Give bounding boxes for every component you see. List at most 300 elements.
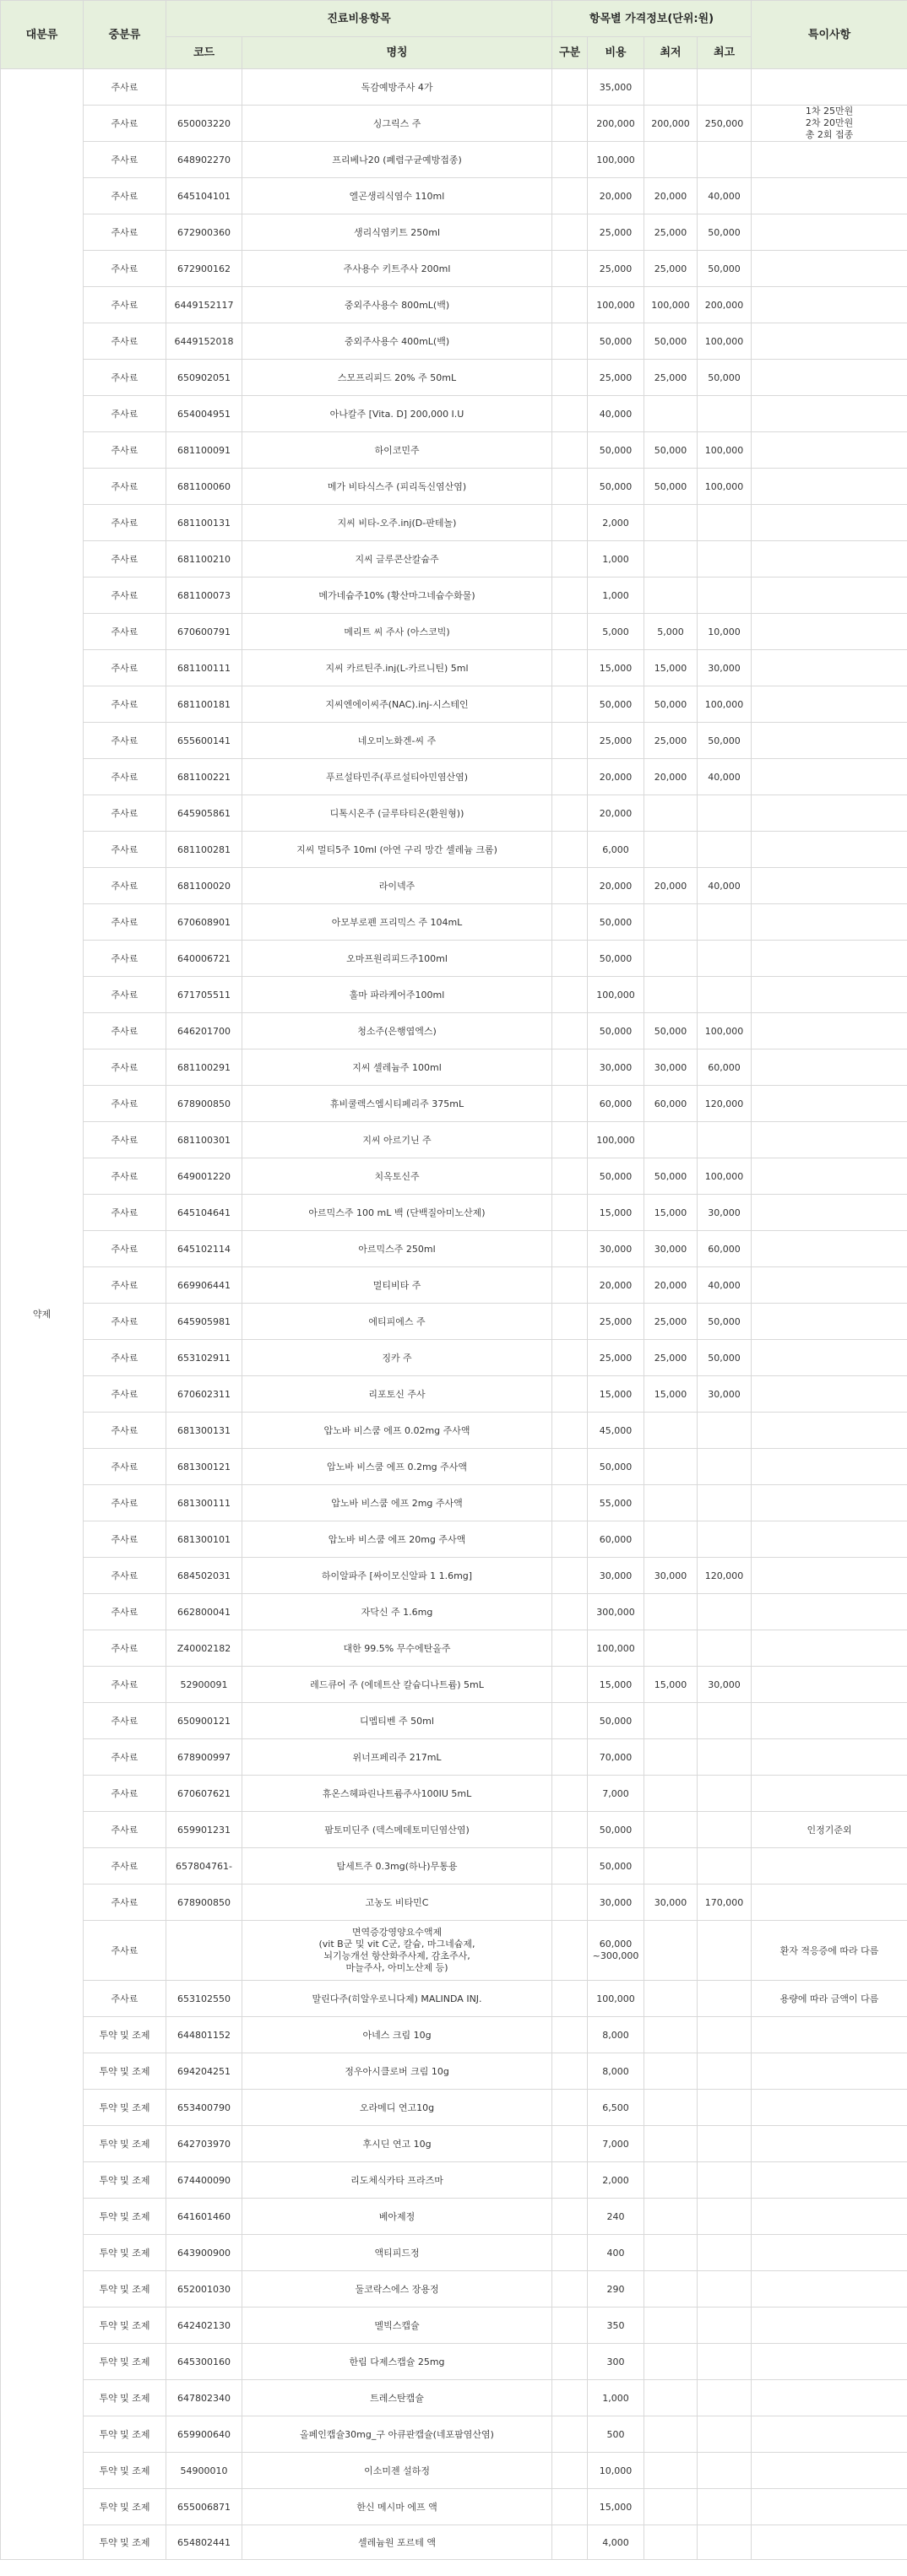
cost-cell: 60,000 ~300,000 [588,1921,644,1981]
name-cell: 아모부로펜 프리믹스 주 104mL [242,904,552,941]
type-cell [552,142,588,178]
table-row [1,396,907,432]
code-cell [166,1921,242,1981]
min-cell [644,2017,698,2053]
type-cell [552,2235,588,2271]
min-cell [644,2126,698,2162]
note-cell [752,1449,907,1485]
code-cell: 645104101 [166,178,242,214]
max-cell [698,1485,752,1521]
name-cell: 지씨 아르기닌 주 [242,1122,552,1158]
subcategory-cell: 주사료 [84,795,166,832]
name-cell: 메가 비타식스주 (피리독신염산염) [242,469,552,505]
code-cell: 646201700 [166,1013,242,1049]
code-cell: 6449152018 [166,323,242,360]
min-cell: 20,000 [644,868,698,904]
note-cell [752,1485,907,1521]
name-cell: 메리트 씨 주사 (아스코빅) [242,614,552,650]
subcategory-cell: 투약 및 조제 [84,2525,166,2560]
note-cell [752,69,907,106]
code-cell: 653102550 [166,1981,242,2017]
code-cell: 670608901 [166,904,242,941]
max-cell [698,2453,752,2489]
name-cell: 멜빅스캡슐 [242,2308,552,2344]
table-row [1,1195,907,1231]
min-cell: 50,000 [644,686,698,723]
max-cell [698,1449,752,1485]
subcategory-cell: 주사료 [84,614,166,650]
cost-cell: 10,000 [588,2453,644,2489]
name-cell: 리포토신 주사 [242,1376,552,1413]
table-row [1,1340,907,1376]
code-cell: 650003220 [166,106,242,142]
min-cell [644,578,698,614]
code-cell: 681100020 [166,868,242,904]
table-row [1,1667,907,1703]
type-cell [552,1667,588,1703]
table-row [1,941,907,977]
code-cell: 659900640 [166,2416,242,2453]
note-cell [752,614,907,650]
subcategory-cell: 투약 및 조제 [84,2344,166,2380]
name-cell: 아나칼주 [Vita. D] 200,000 I.U [242,396,552,432]
cost-cell: 30,000 [588,1049,644,1086]
max-cell: 100,000 [698,1013,752,1049]
max-cell: 40,000 [698,178,752,214]
min-cell: 50,000 [644,432,698,469]
name-cell: 지씨 글루콘산칼슘주 [242,541,552,578]
note-cell [752,1304,907,1340]
max-cell [698,1703,752,1739]
note-cell [752,1195,907,1231]
cost-cell: 240 [588,2199,644,2235]
min-cell: 200,000 [644,106,698,142]
max-cell [698,2090,752,2126]
note-cell [752,1267,907,1304]
type-cell [552,868,588,904]
name-cell: 팜토미딘주 (덱스메데토미딘염산염) [242,1812,552,1848]
max-cell [698,2017,752,2053]
max-cell [698,505,752,541]
table-row [1,1776,907,1812]
type-cell [552,469,588,505]
note-cell [752,2126,907,2162]
type-cell [552,69,588,106]
table-row [1,1812,907,1848]
max-cell: 40,000 [698,759,752,795]
note-cell: 환자 적응증에 따라 다름 [752,1921,907,1981]
min-cell: 50,000 [644,1158,698,1195]
code-cell: 671705511 [166,977,242,1013]
min-cell [644,1739,698,1776]
type-cell [552,1703,588,1739]
min-cell [644,2199,698,2235]
table-row [1,2199,907,2235]
table-row [1,505,907,541]
code-cell: 670607621 [166,1776,242,1812]
subcategory-cell: 주사료 [84,214,166,251]
min-cell: 25,000 [644,360,698,396]
subcategory-cell: 주사료 [84,1812,166,1848]
name-cell: 압노바 비스쿰 에프 0.2mg 주사액 [242,1449,552,1485]
min-cell [644,1630,698,1667]
subcategory-cell: 주사료 [84,1630,166,1667]
table-row [1,868,907,904]
name-cell: 징카 주 [242,1340,552,1376]
subcategory-cell: 주사료 [84,1413,166,1449]
cost-cell: 50,000 [588,904,644,941]
cost-cell: 50,000 [588,686,644,723]
cost-cell: 200,000 [588,106,644,142]
max-cell: 100,000 [698,323,752,360]
max-cell [698,69,752,106]
note-cell [752,1558,907,1594]
table-row [1,1739,907,1776]
type-cell [552,832,588,868]
name-cell: 디멥티벤 주 50ml [242,1703,552,1739]
min-cell [644,541,698,578]
type-cell [552,1885,588,1921]
code-cell: 659901231 [166,1812,242,1848]
name-cell: 레드큐어 주 (에데트산 칼슘디나트륨) 5mL [242,1667,552,1703]
cost-cell: 500 [588,2416,644,2453]
code-cell: 662800041 [166,1594,242,1630]
cost-cell: 100,000 [588,977,644,1013]
subcategory-cell: 주사료 [84,686,166,723]
note-cell [752,904,907,941]
min-cell: 30,000 [644,1049,698,1086]
code-cell: 644801152 [166,2017,242,2053]
table-row [1,578,907,614]
subcategory-cell: 주사료 [84,142,166,178]
note-cell [752,1521,907,1558]
subcategory-cell: 투약 및 조제 [84,2017,166,2053]
cost-cell: 45,000 [588,1413,644,1449]
cost-cell: 20,000 [588,1267,644,1304]
note-cell: 인정기준외 [752,1812,907,1848]
name-cell: 멀티비타 주 [242,1267,552,1304]
subcategory-cell: 투약 및 조제 [84,2416,166,2453]
min-cell [644,1122,698,1158]
min-cell [644,2162,698,2199]
table-row [1,2271,907,2308]
cost-cell: 25,000 [588,214,644,251]
type-cell [552,1812,588,1848]
min-cell: 25,000 [644,723,698,759]
cost-cell: 50,000 [588,1449,644,1485]
type-cell [552,2017,588,2053]
min-cell [644,1776,698,1812]
code-cell: 694204251 [166,2053,242,2090]
code-cell [166,69,242,106]
subcategory-cell: 주사료 [84,904,166,941]
subcategory-cell: 주사료 [84,1594,166,1630]
subcategory-cell: 주사료 [84,1485,166,1521]
max-cell [698,2416,752,2453]
code-cell: 645104641 [166,1195,242,1231]
type-cell [552,1449,588,1485]
name-cell: 아네스 크림 10g [242,2017,552,2053]
subcategory-cell: 주사료 [84,1195,166,1231]
code-cell: 645905861 [166,795,242,832]
subcategory-cell: 주사료 [84,650,166,686]
name-cell: 지씨엔에이씨주(NAC).inj-시스테인 [242,686,552,723]
table-row [1,1376,907,1413]
subcategory-cell: 주사료 [84,578,166,614]
name-cell: 푸르설타민주(푸르설티아민염산염) [242,759,552,795]
cost-cell: 400 [588,2235,644,2271]
subcategory-cell: 투약 및 조제 [84,2308,166,2344]
table-row [1,360,907,396]
cost-cell: 30,000 [588,1885,644,1921]
type-cell [552,1013,588,1049]
note-cell [752,2489,907,2525]
cost-cell: 50,000 [588,1848,644,1885]
max-cell [698,2053,752,2090]
type-cell [552,2525,588,2560]
max-cell [698,941,752,977]
subcategory-cell: 주사료 [84,941,166,977]
min-cell: 20,000 [644,178,698,214]
min-cell [644,505,698,541]
code-cell: 684502031 [166,1558,242,1594]
note-cell [752,541,907,578]
name-cell: 대한 99.5% 무수에탄올주 [242,1630,552,1667]
cost-cell: 15,000 [588,2489,644,2525]
subcategory-cell: 주사료 [84,505,166,541]
cost-cell: 25,000 [588,1340,644,1376]
note-cell [752,178,907,214]
subcategory-cell: 주사료 [84,1848,166,1885]
name-cell: 프리베나20 (폐렴구균예방접종) [242,142,552,178]
name-cell: 오라메디 연고10g [242,2090,552,2126]
table-row [1,1267,907,1304]
table-row [1,1981,907,2017]
max-cell [698,2344,752,2380]
cost-cell: 50,000 [588,323,644,360]
cost-cell: 5,000 [588,614,644,650]
max-cell [698,904,752,941]
max-cell [698,1739,752,1776]
table-row [1,1158,907,1195]
min-cell [644,977,698,1013]
table-row [1,723,907,759]
note-cell [752,432,907,469]
max-cell: 100,000 [698,469,752,505]
min-cell: 30,000 [644,1231,698,1267]
name-cell: 스모프리피드 20% 주 50mL [242,360,552,396]
table-body [1,69,907,2560]
cost-cell: 100,000 [588,1122,644,1158]
cost-cell: 50,000 [588,1703,644,1739]
cost-cell: 300 [588,2344,644,2380]
header-type: 구분 [552,37,588,69]
note-cell [752,1122,907,1158]
note-cell: 용량에 따라 금액이 다름 [752,1981,907,2017]
max-cell: 30,000 [698,1667,752,1703]
cost-cell: 30,000 [588,1231,644,1267]
type-cell [552,214,588,251]
name-cell: 오마프원리피드주100ml [242,941,552,977]
type-cell [552,795,588,832]
min-cell: 15,000 [644,650,698,686]
min-cell [644,1981,698,2017]
name-cell: 리도체식카타 프라즈마 [242,2162,552,2199]
subcategory-cell: 주사료 [84,1921,166,1981]
name-cell: 압노바 비스쿰 에프 2mg 주사액 [242,1485,552,1521]
type-cell [552,614,588,650]
type-cell [552,1304,588,1340]
cost-cell: 350 [588,2308,644,2344]
note-cell [752,287,907,323]
code-cell: 681100210 [166,541,242,578]
cost-cell: 35,000 [588,69,644,106]
code-cell: 655006871 [166,2489,242,2525]
name-cell: 하이코민주 [242,432,552,469]
type-cell [552,360,588,396]
max-cell: 50,000 [698,214,752,251]
subcategory-cell: 투약 및 조제 [84,2380,166,2416]
type-cell [552,1231,588,1267]
type-cell [552,1521,588,1558]
note-cell [752,795,907,832]
note-cell [752,2199,907,2235]
min-cell [644,2053,698,2090]
cost-cell: 20,000 [588,868,644,904]
name-cell: 청소주(은행엽엑스) [242,1013,552,1049]
subcategory-cell: 투약 및 조제 [84,2235,166,2271]
note-cell [752,1231,907,1267]
type-cell [552,1086,588,1122]
note-cell [752,251,907,287]
note-cell [752,868,907,904]
subcategory-cell: 투약 및 조제 [84,2090,166,2126]
max-cell: 100,000 [698,686,752,723]
cost-cell: 15,000 [588,1195,644,1231]
min-cell [644,2271,698,2308]
max-cell: 100,000 [698,432,752,469]
max-cell: 250,000 [698,106,752,142]
max-cell [698,396,752,432]
min-cell: 15,000 [644,1667,698,1703]
min-cell: 20,000 [644,759,698,795]
type-cell [552,2199,588,2235]
table-row [1,2235,907,2271]
min-cell [644,69,698,106]
code-cell: 681100111 [166,650,242,686]
subcategory-cell: 주사료 [84,1449,166,1485]
type-cell [552,904,588,941]
subcategory-cell: 주사료 [84,1340,166,1376]
table-row [1,2344,907,2380]
subcategory-cell: 투약 및 조제 [84,2271,166,2308]
type-cell [552,1630,588,1667]
max-cell: 60,000 [698,1049,752,1086]
note-cell [752,2380,907,2416]
table-row [1,432,907,469]
code-cell: 647802340 [166,2380,242,2416]
table-row [1,1049,907,1086]
min-cell [644,2453,698,2489]
cost-cell: 6,500 [588,2090,644,2126]
header-note: 특이사항 [752,1,907,69]
subcategory-cell: 투약 및 조제 [84,2126,166,2162]
table-row [1,2162,907,2199]
max-cell: 50,000 [698,723,752,759]
cost-cell: 100,000 [588,1630,644,1667]
max-cell [698,2162,752,2199]
note-cell [752,832,907,868]
note-cell [752,2162,907,2199]
cost-cell: 25,000 [588,1304,644,1340]
table-row [1,650,907,686]
type-cell [552,1413,588,1449]
cost-cell: 50,000 [588,1013,644,1049]
cost-cell: 6,000 [588,832,644,868]
min-cell: 5,000 [644,614,698,650]
name-cell: 탐세트주 0.3mg(하나)무통용 [242,1848,552,1885]
min-cell [644,2308,698,2344]
max-cell: 30,000 [698,1376,752,1413]
type-cell [552,1485,588,1521]
subcategory-cell: 투약 및 조제 [84,2489,166,2525]
subcategory-cell: 주사료 [84,1267,166,1304]
name-cell: 라이넥주 [242,868,552,904]
table-row [1,1304,907,1340]
type-cell [552,1195,588,1231]
cost-cell: 40,000 [588,396,644,432]
min-cell: 50,000 [644,323,698,360]
min-cell [644,2344,698,2380]
max-cell: 50,000 [698,1340,752,1376]
name-cell: 네오미노화겐-씨 주 [242,723,552,759]
header-code: 코드 [166,37,242,69]
note-cell [752,505,907,541]
name-cell: 후시딘 연고 10g [242,2126,552,2162]
table-row [1,1594,907,1630]
code-cell: 670602311 [166,1376,242,1413]
min-cell: 25,000 [644,1340,698,1376]
subcategory-cell: 주사료 [84,251,166,287]
code-cell: 655600141 [166,723,242,759]
min-cell [644,1921,698,1981]
note-cell [752,1086,907,1122]
table-row [1,1558,907,1594]
subcategory-cell: 주사료 [84,1981,166,2017]
name-cell: 싱그릭스 주 [242,106,552,142]
table-row [1,2416,907,2453]
min-cell [644,2380,698,2416]
max-cell: 120,000 [698,1558,752,1594]
type-cell [552,2380,588,2416]
note-cell [752,2416,907,2453]
header-max: 최고 [698,37,752,69]
note-cell [752,469,907,505]
subcategory-cell: 투약 및 조제 [84,2162,166,2199]
min-cell [644,941,698,977]
code-cell: Z40002182 [166,1630,242,1667]
code-cell: 6449152117 [166,287,242,323]
subcategory-cell: 주사료 [84,1739,166,1776]
table-row [1,2453,907,2489]
min-cell: 60,000 [644,1086,698,1122]
header-subcategory: 중분류 [84,1,166,69]
name-cell: 위너프페리주 217mL [242,1739,552,1776]
note-cell [752,941,907,977]
code-cell: 681100301 [166,1122,242,1158]
max-cell: 200,000 [698,287,752,323]
type-cell [552,1848,588,1885]
